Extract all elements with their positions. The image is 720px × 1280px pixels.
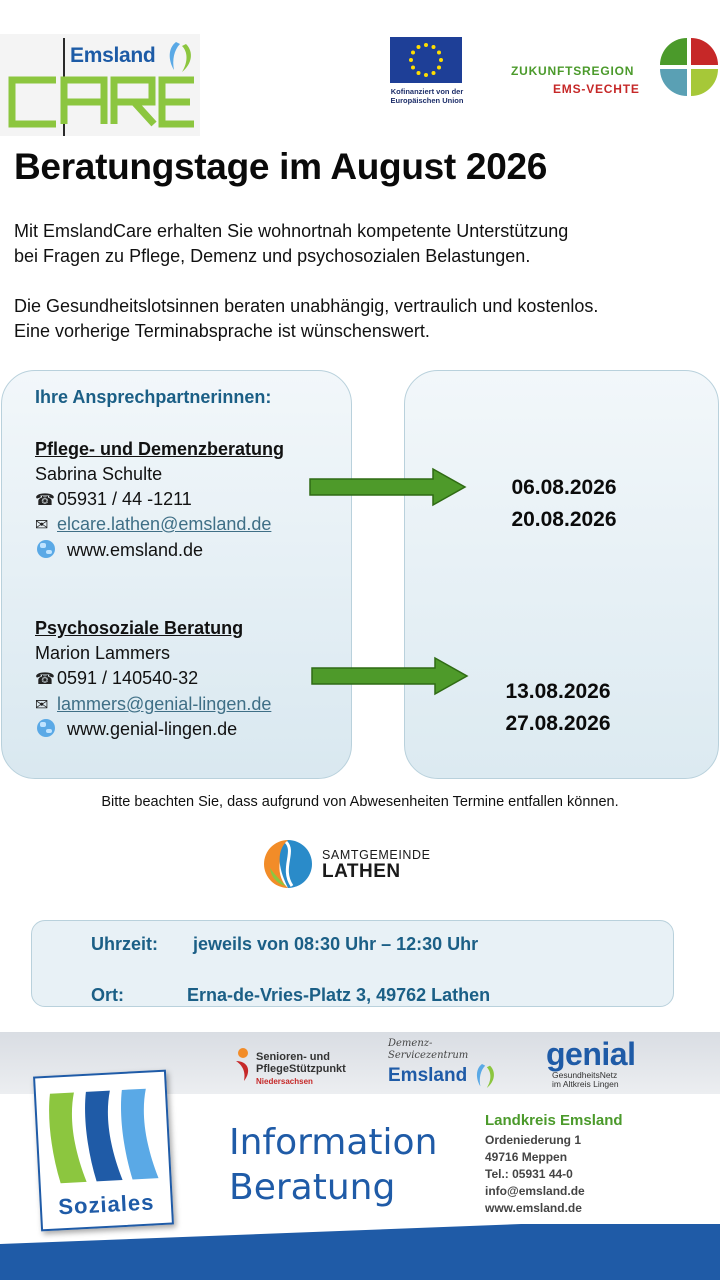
psycho-web[interactable]: www.genial-lingen.de xyxy=(67,719,238,739)
intro-paragraph-2 xyxy=(14,294,598,344)
mail-icon: ✉ xyxy=(35,697,49,714)
arrow-right-icon xyxy=(309,467,467,507)
address-email: info@emsland.de xyxy=(485,1184,585,1198)
emslandcare-logo xyxy=(0,34,200,136)
leaf-icon xyxy=(166,40,196,74)
psycho-phone-row xyxy=(35,666,198,692)
care-wordmark xyxy=(4,74,196,130)
demenz-line-2: Servicezentrum xyxy=(388,1050,469,1061)
soziales-stripes-icon xyxy=(46,1082,161,1188)
footer-information-text: Information xyxy=(229,1122,438,1163)
lathen-line-1: SAMTGEMEINDE xyxy=(322,848,431,862)
pflege-email-row xyxy=(35,512,271,538)
soziales-logo xyxy=(33,1070,174,1232)
zukunftsregion-line-1: ZUKUNFTSREGION xyxy=(511,64,635,78)
phone-icon: ☎ xyxy=(35,671,55,688)
pflege-phone-row xyxy=(35,487,192,513)
pflege-date-2: 20.08.2026 xyxy=(511,508,617,531)
place-value: Erna-de-Vries-Platz 3, 49762 Lathen xyxy=(187,985,491,1005)
arrow-right-icon xyxy=(311,656,469,696)
genial-subtitle xyxy=(552,1071,619,1089)
eu-flag-icon xyxy=(390,37,462,83)
place-label: Ort: xyxy=(91,985,124,1005)
page-title: Beratungstage im August 2026 xyxy=(14,146,548,187)
intro-line-3: Die Gesundheitslotsinnen beraten unabhängig, vertraulich und kostenlos. xyxy=(14,296,599,316)
phone-icon: ☎ xyxy=(35,492,55,509)
psycho-phone: 0591 / 140540-32 xyxy=(57,668,199,688)
psycho-date-2: 27.08.2026 xyxy=(505,712,611,735)
time-value: jeweils von 08:30 Uhr – 12:30 Uhr xyxy=(193,934,479,954)
globe-icon xyxy=(37,719,55,737)
lathen-line-2: LATHEN xyxy=(322,861,401,882)
psycho-email-link[interactable]: lammers@genial-lingen.de xyxy=(57,694,272,714)
senioren-line-2: PflegeStützpunkt xyxy=(256,1063,346,1075)
lathen-emblem-icon xyxy=(262,838,314,890)
globe-icon xyxy=(37,540,55,558)
psycho-email-row xyxy=(35,692,271,718)
genial-line-2: GesundheitsNetz xyxy=(552,1070,618,1080)
genial-wordmark: genial xyxy=(546,1036,636,1072)
emslandcare-logo-word: Emsland xyxy=(70,44,156,67)
senioren-line-1: Senioren- und xyxy=(256,1051,330,1063)
genial-logo xyxy=(540,1036,670,1092)
pflege-contact-name: Sabrina Schulte xyxy=(35,464,163,484)
contacts-heading: Ihre Ansprechpartnerinnen: xyxy=(35,387,272,407)
address-phone: Tel.: 05931 44-0 xyxy=(485,1167,573,1181)
samtgemeinde-lathen-logo xyxy=(262,838,442,890)
intro-paragraph-1 xyxy=(14,219,568,269)
eu-caption xyxy=(386,87,468,105)
psycho-date-1: 13.08.2026 xyxy=(505,680,611,703)
mail-icon: ✉ xyxy=(35,517,49,534)
zukunftsregion-line-2: EMS-VECHTE xyxy=(553,82,640,96)
psycho-section-title: Psychosoziale Beratung xyxy=(35,618,244,638)
senioren-text xyxy=(256,1051,346,1075)
pflege-section-title: Pflege- und Demenzberatung xyxy=(35,439,285,459)
senioren-line-3: Niedersachsen xyxy=(256,1077,313,1086)
demenz-line-1: Demenz- xyxy=(388,1038,433,1049)
pflege-web[interactable]: www.emsland.de xyxy=(67,540,204,560)
demenz-line-3: Emsland xyxy=(388,1065,468,1086)
pflege-email-link[interactable]: elcare.lathen@emsland.de xyxy=(57,514,272,534)
address-street: Ordeniederung 1 xyxy=(485,1133,582,1147)
intro-line-1: Mit EmslandCare erhalten Sie wohnortnah kompetente Unterstützung xyxy=(14,221,569,241)
address-city: 49716 Meppen xyxy=(485,1150,568,1164)
intro-line-4: Eine vorherige Terminabsprache ist wünschenswert. xyxy=(14,321,430,341)
absence-notice: Bitte beachten Sie, dass aufgrund von Abwesenheiten Termine entfallen können. xyxy=(101,794,619,810)
demenz-script-text xyxy=(388,1038,468,1062)
pflege-phone: 05931 / 44 -1211 xyxy=(57,489,192,509)
genial-line-3: im Altkreis Lingen xyxy=(552,1079,619,1089)
leaf-icon xyxy=(474,1062,498,1090)
pflege-web-row xyxy=(35,538,203,563)
pflege-dates xyxy=(494,472,634,536)
zukunftsregion-logo xyxy=(508,36,720,98)
demenz-servicezentrum-logo xyxy=(386,1038,506,1088)
soziales-label: Soziales xyxy=(57,1189,155,1220)
person-icon xyxy=(232,1047,254,1083)
psycho-web-row xyxy=(35,717,237,742)
pflege-date-1: 06.08.2026 xyxy=(511,476,617,499)
address-heading: Landkreis Emsland xyxy=(485,1112,623,1129)
address-web: www.emsland.de xyxy=(485,1201,582,1215)
eu-caption-line-2: Europäischen Union xyxy=(390,96,464,105)
psycho-dates xyxy=(488,676,628,740)
time-label: Uhrzeit: xyxy=(91,934,158,954)
psycho-contact-name: Marion Lammers xyxy=(35,643,171,663)
footer-beratung-text: Beratung xyxy=(229,1167,396,1208)
zukunftsregion-emblem-icon xyxy=(658,36,720,98)
eu-logo xyxy=(386,37,468,105)
intro-line-2: bei Fragen zu Pflege, Demenz und psychosozialen Belastungen. xyxy=(14,246,531,266)
senioren-pflegestuetzpunkt-logo xyxy=(232,1043,372,1088)
eu-caption-line-1: Kofinanziert von der xyxy=(390,87,464,96)
